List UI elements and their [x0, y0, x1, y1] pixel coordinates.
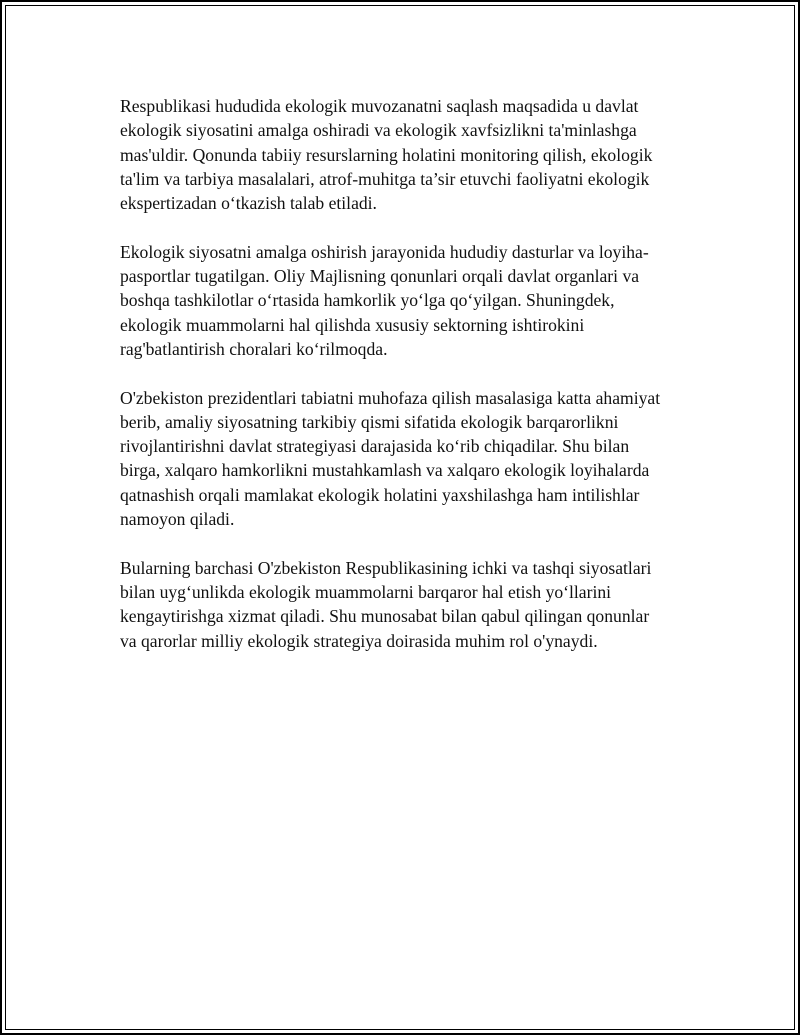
text-line: namoyon qiladi. — [120, 509, 235, 530]
text-line: bilan uyg‘unlikda ekologik muammolarni barqaror hal etish yo‘llarini — [120, 581, 612, 602]
text-line: ekologik muammolarni hal qilishda xususiy sektorning ishtirokini — [120, 314, 585, 335]
document-body — [120, 94, 686, 677]
text-line: ta'lim va tarbiya masalalari, atrof-muhitga ta’sir etuvchi faoliyatni ekologik — [120, 168, 650, 189]
text-line: rag'batlantirish choralari ko‘rilmoqda. — [120, 338, 388, 359]
paragraph-4 — [120, 556, 686, 653]
text-line: birga, xalqaro hamkorlikni mustahkamlash va xalqaro ekologik loyihalarda — [120, 460, 650, 481]
text-line: O'zbekiston prezidentlari tabiatni muhofaza qilish masalasiga katta ahamiyat — [120, 387, 661, 408]
text-line: qatnashish orqali mamlakat ekologik holatini yaxshilashga ham intilishlar — [120, 484, 640, 505]
text-line: ekologik siyosatini amalga oshiradi va ekologik xavfsizlikni ta'minlashga — [120, 120, 637, 141]
text-line: Respublikasi hududida ekologik muvozanatni saqlash maqsadida u davlat — [120, 96, 639, 116]
paragraph-1 — [120, 94, 686, 215]
text-line: mas'uldir. Qonunda tabiiy resurslarning holatini monitoring qilish, ekologik — [120, 144, 653, 165]
text-line: kengaytirishga xizmat qiladi. Shu munosabat bilan qabul qilingan qonunlar — [120, 606, 650, 627]
text-line: rivojlantirishni davlat strategiyasi darajasida ko‘rib chiqadilar. Shu bilan — [120, 436, 630, 457]
text-line: va qarorlar milliy ekologik strategiya doirasida muhim rol o'ynaydi. — [120, 630, 598, 651]
text-line: ekspertizadan o‘tkazish talab etiladi. — [120, 193, 377, 214]
text-line: berib, amaliy siyosatning tarkibiy qismi sifatida ekologik barqarorlikni — [120, 411, 619, 432]
paragraph-2 — [120, 240, 686, 361]
paragraph-3 — [120, 386, 686, 532]
text-line: Ekologik siyosatni amalga oshirish jarayonida hududiy dasturlar va loyiha- — [120, 241, 649, 262]
text-line: pasportlar tugatilgan. Oliy Majlisning qonunlari orqali davlat organlari va — [120, 266, 640, 287]
text-line: boshqa tashkilotlar o‘rtasida hamkorlik yo‘lga qo‘yilgan. Shuningdek, — [120, 290, 615, 311]
text-line: Bularning barchasi O'zbekiston Respublikasining ichki va tashqi siyosatlari — [120, 557, 652, 578]
